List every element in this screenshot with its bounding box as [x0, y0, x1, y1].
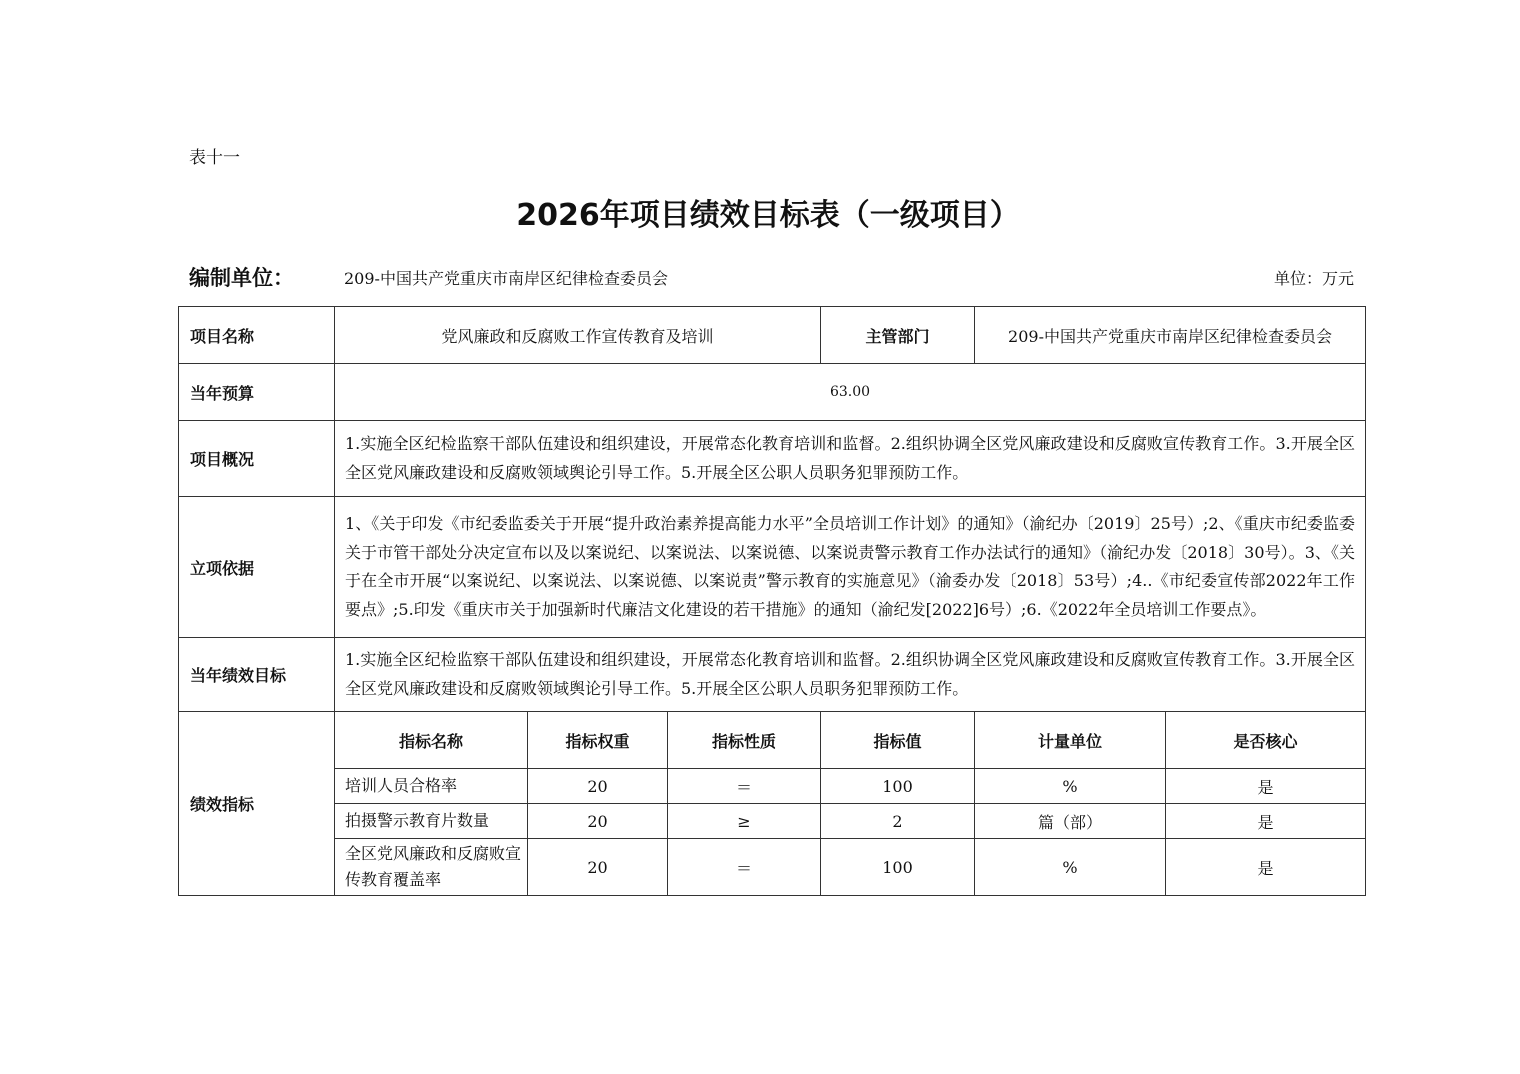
indicator-value: 100: [821, 769, 975, 804]
table-row: [179, 804, 1366, 839]
project-name-label: 项目名称: [179, 307, 335, 364]
budget-value: 63.00: [335, 364, 1366, 421]
basis-value: 1、《关于印发《市纪委监委关于开展“提升政治素养提高能力水平”全员培训工作计划》的通知》（渝纪办〔2019〕25号）;2、《重庆市纪委监委关于市管干部处分决定宣布以及以案说纪、以案说法、以案说德、以案说责警示教育工作办法试行的通知》（渝纪办发〔2018〕30号）。3、《关于在全市开展“以案说纪、以案说法、以案说德、以案说责”警示教育的实施意见》（渝委办发〔2018〕53号）;4..《市纪委宣传部2022年工作要点》;5.印发《重庆市关于加强新时代廉洁文化建设的若干措施》的通知（渝纪发[2022]6号）;6.《2022年全员培训工作要点》。: [335, 497, 1366, 638]
overview-label: 项目概况: [179, 421, 335, 497]
row-budget: [179, 364, 1366, 421]
table-number: 表十一: [189, 148, 240, 168]
indicator-value: 2: [821, 804, 975, 839]
indicator-header-row: [179, 712, 1366, 769]
money-unit: 单位：万元: [1273, 269, 1354, 288]
annual-goal-label: 当年绩效目标: [179, 638, 335, 712]
row-annual-goal: [179, 638, 1366, 712]
row-overview: [179, 421, 1366, 497]
header-indicator-nature: 指标性质: [668, 712, 821, 769]
indicator-weight: 20: [528, 804, 668, 839]
project-name-value: 党风廉政和反腐败工作宣传教育及培训: [335, 307, 821, 364]
indicators-section-label: 绩效指标: [179, 712, 335, 896]
annual-goal-value: 1.实施全区纪检监察干部队伍建设和组织建设，开展常态化教育培训和监督。2.组织协调全区党风廉政建设和反腐败宣传教育工作。3.开展全区全区党风廉政建设和反腐败领域舆论引导工作。5.开展全区公职人员职务犯罪预防工作。: [335, 638, 1366, 712]
indicator-nature: ＝: [668, 769, 821, 804]
page-title: 2026年项目绩效目标表（一级项目）: [516, 198, 1020, 233]
indicator-name: 拍摄警示教育片数量: [335, 804, 528, 839]
indicator-unit: 篇（部）: [975, 804, 1166, 839]
table-row: [179, 769, 1366, 804]
header-indicator-name: 指标名称: [335, 712, 528, 769]
unit-row: [189, 262, 1354, 292]
header-measure-unit: 计量单位: [975, 712, 1166, 769]
indicator-core: 是: [1166, 769, 1366, 804]
indicator-core: 是: [1166, 804, 1366, 839]
performance-table: [178, 306, 1366, 896]
department-label: 主管部门: [821, 307, 975, 364]
indicator-unit: %: [975, 839, 1166, 896]
indicator-weight: 20: [528, 769, 668, 804]
table-row: [179, 839, 1366, 896]
indicator-nature: ≥: [668, 804, 821, 839]
compiling-unit-label: 编制单位：: [189, 266, 294, 290]
header-is-core: 是否核心: [1166, 712, 1366, 769]
indicator-nature: ＝: [668, 839, 821, 896]
indicator-name: 全区党风廉政和反腐败宣传教育覆盖率: [335, 839, 528, 896]
budget-label: 当年预算: [179, 364, 335, 421]
indicator-value: 100: [821, 839, 975, 896]
header-indicator-value: 指标值: [821, 712, 975, 769]
basis-label: 立项依据: [179, 497, 335, 638]
overview-value: 1.实施全区纪检监察干部队伍建设和组织建设，开展常态化教育培训和监督。2.组织协调全区党风廉政建设和反腐败宣传教育工作。3.开展全区全区党风廉政建设和反腐败领域舆论引导工作。5.开展全区公职人员职务犯罪预防工作。: [335, 421, 1366, 497]
indicator-weight: 20: [528, 839, 668, 896]
indicator-unit: %: [975, 769, 1166, 804]
compiling-unit-name: 209-中国共产党重庆市南岸区纪律检查委员会: [344, 269, 668, 288]
department-value: 209-中国共产党重庆市南岸区纪律检查委员会: [975, 307, 1366, 364]
indicator-name: 培训人员合格率: [335, 769, 528, 804]
row-basis: [179, 497, 1366, 638]
row-project-name: [179, 307, 1366, 364]
indicator-core: 是: [1166, 839, 1366, 896]
header-indicator-weight: 指标权重: [528, 712, 668, 769]
